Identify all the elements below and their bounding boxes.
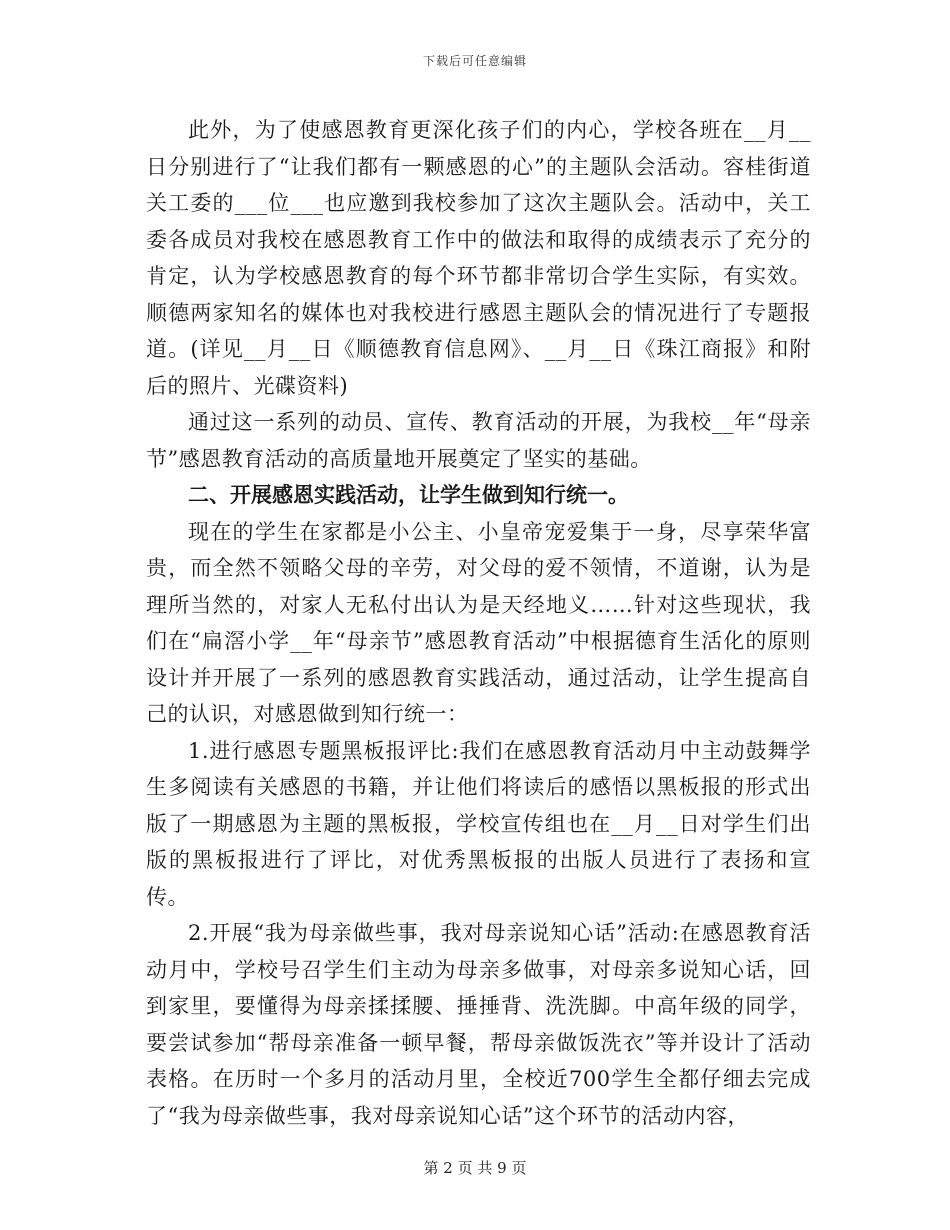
page-footer: 第 2 页 共 9 页 (423, 1159, 527, 1177)
paragraph-mother-activity: 2.开展“我为母亲做些事，我对母亲说知心话”活动:在感恩教育活动月中，学校号召学生们主动为母亲多做事，对母亲多说知心话，回到家里，要懂得为母亲揉揉腰、捶捶背、洗洗脚。中高年级的同学，要尝试参加“帮母亲准备一顿早餐，帮母亲做饭洗衣”等并设计了活动表格。在历时一个多月的活动月里，全校近700学生全都仔细去完成了“我为母亲做些事，我对母亲说知心话”这个环节的活动内容， (146, 921, 811, 1128)
paragraph-current-situation: 现在的学生在家都是小公主、小皇帝宠爱集于一身，尽享荣华富贵，而全然不领略父母的辛劳，对父母的爱不领情，不道谢，认为是理所当然的，对家人无私付出认为是天经地义……针对这些现状，我们在“扁滘小学__年“母亲节”感恩教育活动”中根据德育生活化的原则设计并开展了一系列的感恩教育实践活动，通过活动，让学生提高自己的认识，对感恩做到知行统一： (146, 519, 811, 726)
document-body (146, 112, 811, 1134)
section-heading: 二、开展感恩实践活动，让学生做到知行统一。 (188, 483, 629, 507)
paragraph-theme-meeting: 此外，为了使感恩教育更深化孩子们的内心，学校各班在__月__日分别进行了“让我们都有一颗感恩的心”的主题队会活动。容桂街道关工委的___位___也应邀到我校参加了这次主题队会。活动中，关工委各成员对我校在感恩教育工作中的做法和取得的成绩表示了充分的肯定，认为学校感恩教育的每个环节都非常切合学生实际，有实效。顺德两家知名的媒体也对我校进行感恩主题队会的情况进行了专题报道。(详见__月__日《顺德教育信息网》、__月__日《珠江商报》和附后的照片、光碟资料) (146, 118, 811, 398)
paragraph-blackboard-contest: 1.进行感恩专题黑板报评比:我们在感恩教育活动月中主动鼓舞学生多阅读有关感恩的书籍，并让他们将读后的感悟以黑板报的形式出版了一期感恩为主题的黑板报，学校宣传组也在__月__日对学生们出版的黑板报进行了评比，对优秀黑板报的出版人员进行了表扬和宣传。 (146, 738, 811, 909)
paragraph-foundation: 通过这一系列的动员、宣传、教育活动的开展，为我校__年“母亲节”感恩教育活动的高质量地开展奠定了坚实的基础。 (146, 410, 811, 471)
page-header: 下载后可任意编辑 (422, 54, 527, 68)
